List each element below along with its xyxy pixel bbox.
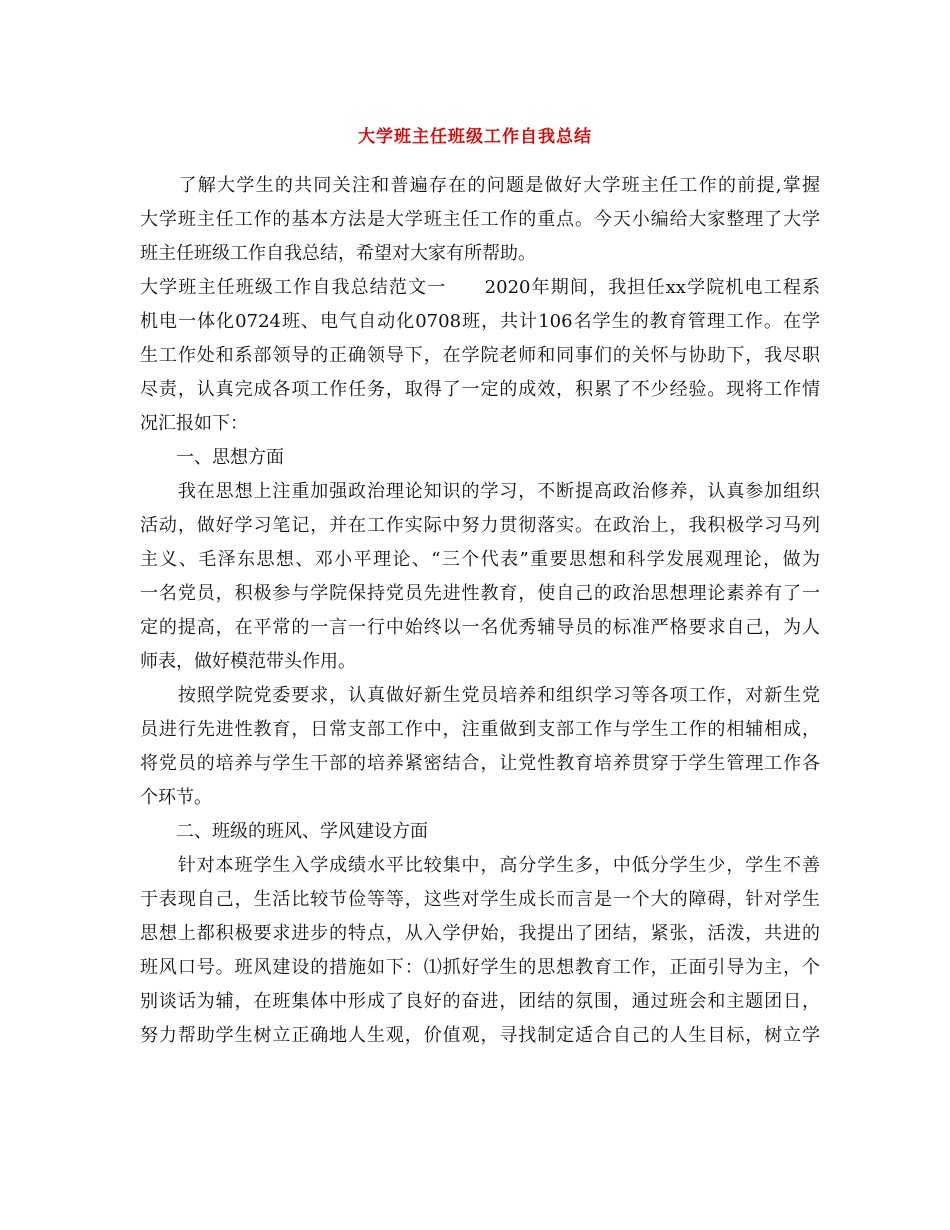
paragraph-line: 针对本班学生入学成绩水平比较集中，高分学生多，中低分学生少，学生不善 [140, 855, 820, 876]
section-heading: 二、班级的班风、学风建设方面 [140, 821, 428, 842]
paragraph-line: 生工作处和系部领导的正确领导下，在学院老师和同事们的关怀与协助下，我尽职 [140, 345, 820, 366]
paragraph-line: 师表，做好模范带头作用。 [140, 651, 356, 672]
paragraph-line: 了解大学生的共同关注和普遍存在的问题是做好大学班主任工作的前提,掌握 [140, 175, 820, 196]
paragraph-line: 一名党员，积极参与学院保持党员先进性教育，使自己的政治思想理论素养有了一 [140, 583, 820, 604]
paragraph-line: 主义、毛泽东思想、邓小平理论、“三个代表”重要思想和科学发展观理论，做为 [140, 549, 820, 570]
paragraph-line: 班主任班级工作自我总结，希望对大家有所帮助。 [140, 243, 536, 264]
paragraph-line: 大学班主任工作的基本方法是大学班主任工作的重点。今天小编给大家整理了大学 [140, 209, 820, 230]
paragraph-line: 况汇报如下： [140, 413, 248, 434]
paragraph-line: 按照学院党委要求，认真做好新生党员培养和组织学习等各项工作，对新生党 [140, 685, 820, 706]
paragraph-line: 我在思想上注重加强政治理论知识的学习，不断提高政治修养，认真参加组织 [140, 481, 820, 502]
paragraph-line: 个环节。 [140, 787, 212, 808]
paragraph-line: 班风口号。班风建设的措施如下：⑴抓好学生的思想教育工作，正面引导为主，个 [140, 957, 820, 978]
paragraph-line: 大学班主任班级工作自我总结范文一 2020年期间，我担任xx学院机电工程系 [140, 277, 820, 298]
paragraph-line: 思想上都积极要求进步的特点，从入学伊始，我提出了团结，紧张，活泼，共进的 [140, 923, 820, 944]
paragraph-line: 于表现自己，生活比较节俭等等，这些对学生成长而言是一个大的障碍，针对学生 [140, 889, 820, 910]
paragraph-line: 努力帮助学生树立正确地人生观，价值观，寻找制定适合自己的人生目标，树立学 [140, 1025, 820, 1046]
section-heading: 一、思想方面 [140, 447, 284, 468]
document-title: 大学班主任班级工作自我总结 [358, 127, 592, 147]
paragraph-line: 定的提高，在平常的一言一行中始终以一名优秀辅导员的标准严格要求自己，为人 [140, 617, 820, 638]
paragraph-line: 活动，做好学习笔记，并在工作实际中努力贯彻落实。在政治上，我积极学习马列 [140, 515, 820, 536]
paragraph-line: 员进行先进性教育，日常支部工作中，注重做到支部工作与学生工作的相辅相成， [140, 719, 820, 740]
paragraph-line: 别谈话为辅，在班集体中形成了良好的奋进，团结的氛围，通过班会和主题团日， [140, 991, 820, 1012]
paragraph-line: 尽责，认真完成各项工作任务，取得了一定的成效，积累了不少经验。现将工作情 [140, 379, 820, 400]
paragraph-line: 机电一体化0724班、电气自动化0708班，共计106名学生的教育管理工作。在学 [140, 311, 820, 332]
paragraph-line: 将党员的培养与学生干部的培养紧密结合，让党性教育培养贯穿于学生管理工作各 [140, 753, 820, 774]
